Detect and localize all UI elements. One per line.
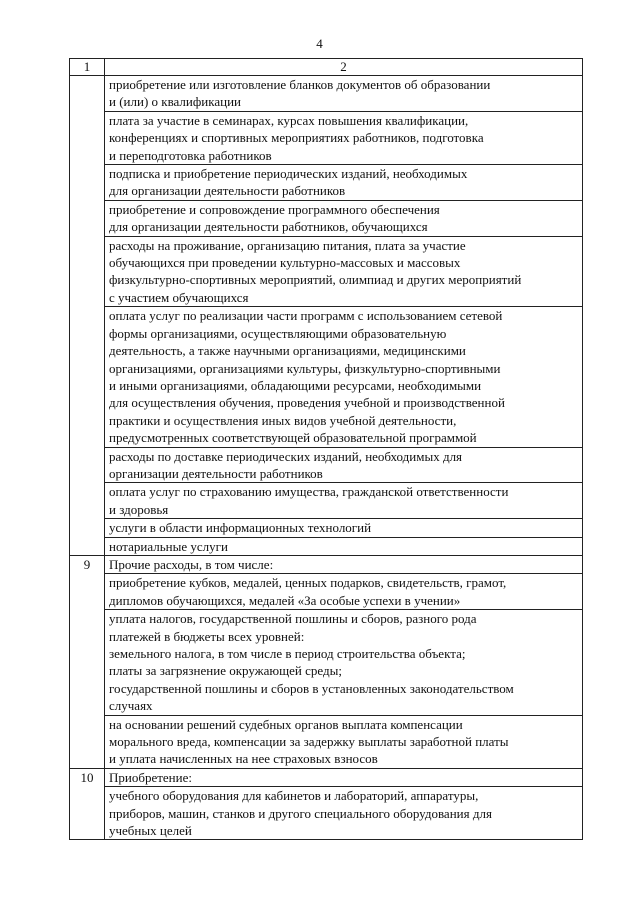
text-line: для осуществления обучения, проведения учебной и производственной xyxy=(109,395,505,411)
text-line: для организации деятельности работников, обучающихся xyxy=(109,219,428,235)
table-row xyxy=(70,483,583,519)
row-text xyxy=(105,537,583,555)
text-line: уплата налогов, государственной пошлины и сборов, разного рода xyxy=(109,611,477,627)
table-row xyxy=(70,200,583,236)
text-line: приобретение и сопровождение программного обеспечения xyxy=(109,201,440,217)
text-line: государственной пошлины и сборов в установленных законодательством xyxy=(109,680,514,696)
row-text xyxy=(105,519,583,537)
text-line: организации деятельности работников xyxy=(109,465,323,481)
row-text xyxy=(105,236,583,307)
row-text xyxy=(105,76,583,112)
header-col2: 2 xyxy=(105,59,583,76)
text-line: приобретение кубков, медалей, ценных подарков, свидетельств, грамот, xyxy=(109,575,507,591)
text-line: формы организациями, осуществляющими образовательную xyxy=(109,325,447,341)
text-line: расходы на проживание, организацию питания, плата за участие xyxy=(109,237,466,253)
text-line: дипломов обучающихся, медалей «За особые успехи в учении» xyxy=(109,592,461,608)
text-line: учебного оборудования для кабинетов и лабораторий, аппаратуры, xyxy=(109,788,479,804)
table-row xyxy=(70,574,583,610)
table-row xyxy=(70,537,583,555)
text-line: на основании решений судебных органов выплата компенсации xyxy=(109,716,463,732)
text-line: и (или) о квалификации xyxy=(109,94,242,110)
text-line: случаях xyxy=(109,698,153,714)
text-line: и иными организациями, обладающими ресурсами, необходимыми xyxy=(109,377,482,393)
table-row xyxy=(70,610,583,715)
text-line: подписка и приобретение периодических изданий, необходимых xyxy=(109,166,468,182)
row-text xyxy=(105,483,583,519)
text-line: платы за загрязнение окружающей среды; xyxy=(109,663,342,679)
row-number: 10 xyxy=(70,768,105,840)
text-line: и здоровья xyxy=(109,501,169,517)
text-line: Прочие расходы, в том числе: xyxy=(109,556,274,572)
text-line: предусмотренных соответствующей образовательной программой xyxy=(109,430,477,446)
text-line: нотариальные услуги xyxy=(109,538,228,554)
text-line: с участием обучающихся xyxy=(109,289,249,305)
table-row xyxy=(70,555,583,573)
table-header-row xyxy=(70,59,583,76)
table-row xyxy=(70,307,583,447)
table-row xyxy=(70,715,583,768)
row-text xyxy=(105,768,583,786)
table-row xyxy=(70,165,583,201)
table-row xyxy=(70,76,583,112)
text-line: приборов, машин, станков и другого специального оборудования для xyxy=(109,805,492,821)
text-line: оплата услуг по страхованию имущества, гражданской ответственности xyxy=(109,484,509,500)
row-number xyxy=(70,76,105,556)
text-line: оплата услуг по реализации части программ с использованием сетевой xyxy=(109,308,503,324)
text-line: деятельность, а также научными организациями, медицинскими xyxy=(109,343,466,359)
row-text xyxy=(105,610,583,715)
text-line: и переподготовка работников xyxy=(109,147,272,163)
header-col1: 1 xyxy=(70,59,105,76)
text-line: Приобретение: xyxy=(109,769,192,785)
text-line: платежей в бюджеты всех уровней: xyxy=(109,628,305,644)
text-line: услуги в области информационных технологий xyxy=(109,520,372,536)
text-line: и уплата начисленных на нее страховых взносов xyxy=(109,751,378,767)
row-text xyxy=(105,447,583,483)
text-line: практики и осуществления иных видов учебной деятельности, xyxy=(109,412,457,428)
table-row xyxy=(70,236,583,307)
text-line: расходы по доставке периодических изданий, необходимых для xyxy=(109,448,463,464)
text-line: для организации деятельности работников xyxy=(109,183,346,199)
table-row xyxy=(70,447,583,483)
text-line: приобретение или изготовление бланков документов об образовании xyxy=(109,77,491,92)
table-row xyxy=(70,519,583,537)
table-row xyxy=(70,111,583,164)
table-row xyxy=(70,787,583,840)
row-text xyxy=(105,307,583,447)
row-text xyxy=(105,787,583,840)
text-line: конференциях и спортивных мероприятиях работников, подготовка xyxy=(109,130,484,146)
row-text xyxy=(105,715,583,768)
document-table xyxy=(69,58,583,840)
text-line: организациями, организациями культуры, физкультурно-спортивными xyxy=(109,360,501,376)
row-text xyxy=(105,200,583,236)
text-line: земельного налога, в том числе в период строительства объекта; xyxy=(109,646,466,661)
row-text xyxy=(105,574,583,610)
text-line: плата за участие в семинарах, курсах повышения квалификации, xyxy=(109,112,469,128)
row-number: 9 xyxy=(70,555,105,768)
text-line: учебных целей xyxy=(109,823,192,839)
row-text xyxy=(105,111,583,164)
page-number: 4 xyxy=(316,36,323,51)
table-row xyxy=(70,768,583,786)
text-line: обучающихся при проведении культурно-массовых и массовых xyxy=(109,255,461,271)
text-line: морального вреда, компенсации за задержку выплаты заработной платы xyxy=(109,734,509,750)
row-text xyxy=(105,555,583,573)
row-text xyxy=(105,165,583,201)
text-line: физкультурно-спортивных мероприятий, олимпиад и других мероприятий xyxy=(109,272,522,288)
